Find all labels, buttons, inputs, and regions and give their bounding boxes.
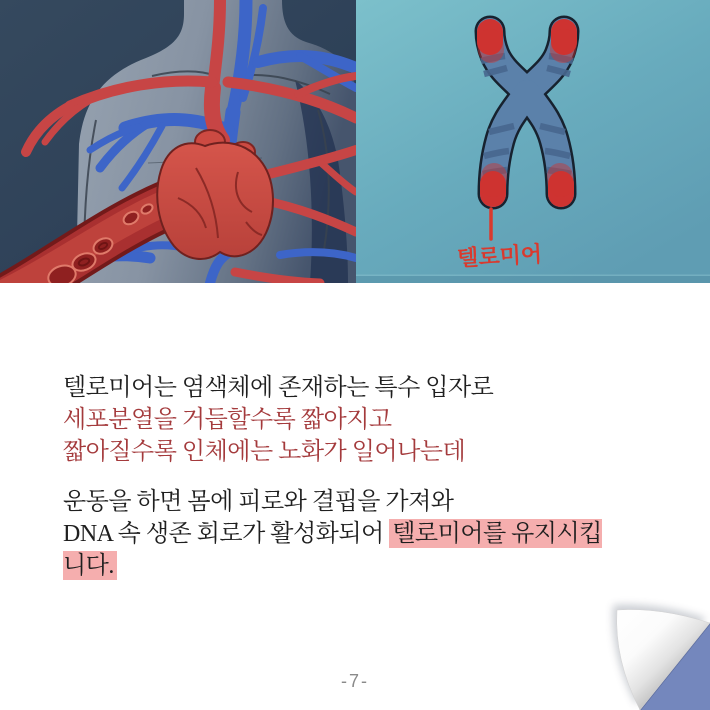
page-curl[interactable] — [560, 560, 710, 710]
page-number: -7- — [341, 671, 369, 691]
text-line-5 — [63, 518, 623, 582]
highlight-telomere: 텔로미어를 유지시킵니다. — [63, 521, 602, 579]
chromosome-image — [356, 0, 710, 283]
right-background — [356, 0, 710, 283]
telomere-label: 텔로미어 — [456, 241, 543, 271]
page-curl-svg — [560, 560, 710, 710]
text-line-1: 텔로미어는 염색체에 존재하는 특수 입자로 — [63, 375, 494, 401]
text-line-5-prefix: DNA 속 생존 회로가 활성화되어 — [63, 521, 390, 547]
surface-strip — [356, 276, 710, 283]
text-line-3: 짧아질수록 인체에는 노화가 일어나는데 — [63, 439, 466, 465]
heart-circulation-svg — [0, 0, 356, 283]
text-line-2: 세포분열을 거듭할수록 짧아지고 — [63, 407, 392, 433]
surface-line — [356, 275, 710, 277]
body-text — [63, 372, 623, 582]
heart-shape — [157, 130, 273, 259]
text-line-4: 운동을 하면 몸에 피로와 결핍을 가져와 — [63, 489, 454, 515]
chromosome-svg — [356, 0, 710, 283]
heart-circulation-image — [0, 0, 356, 283]
